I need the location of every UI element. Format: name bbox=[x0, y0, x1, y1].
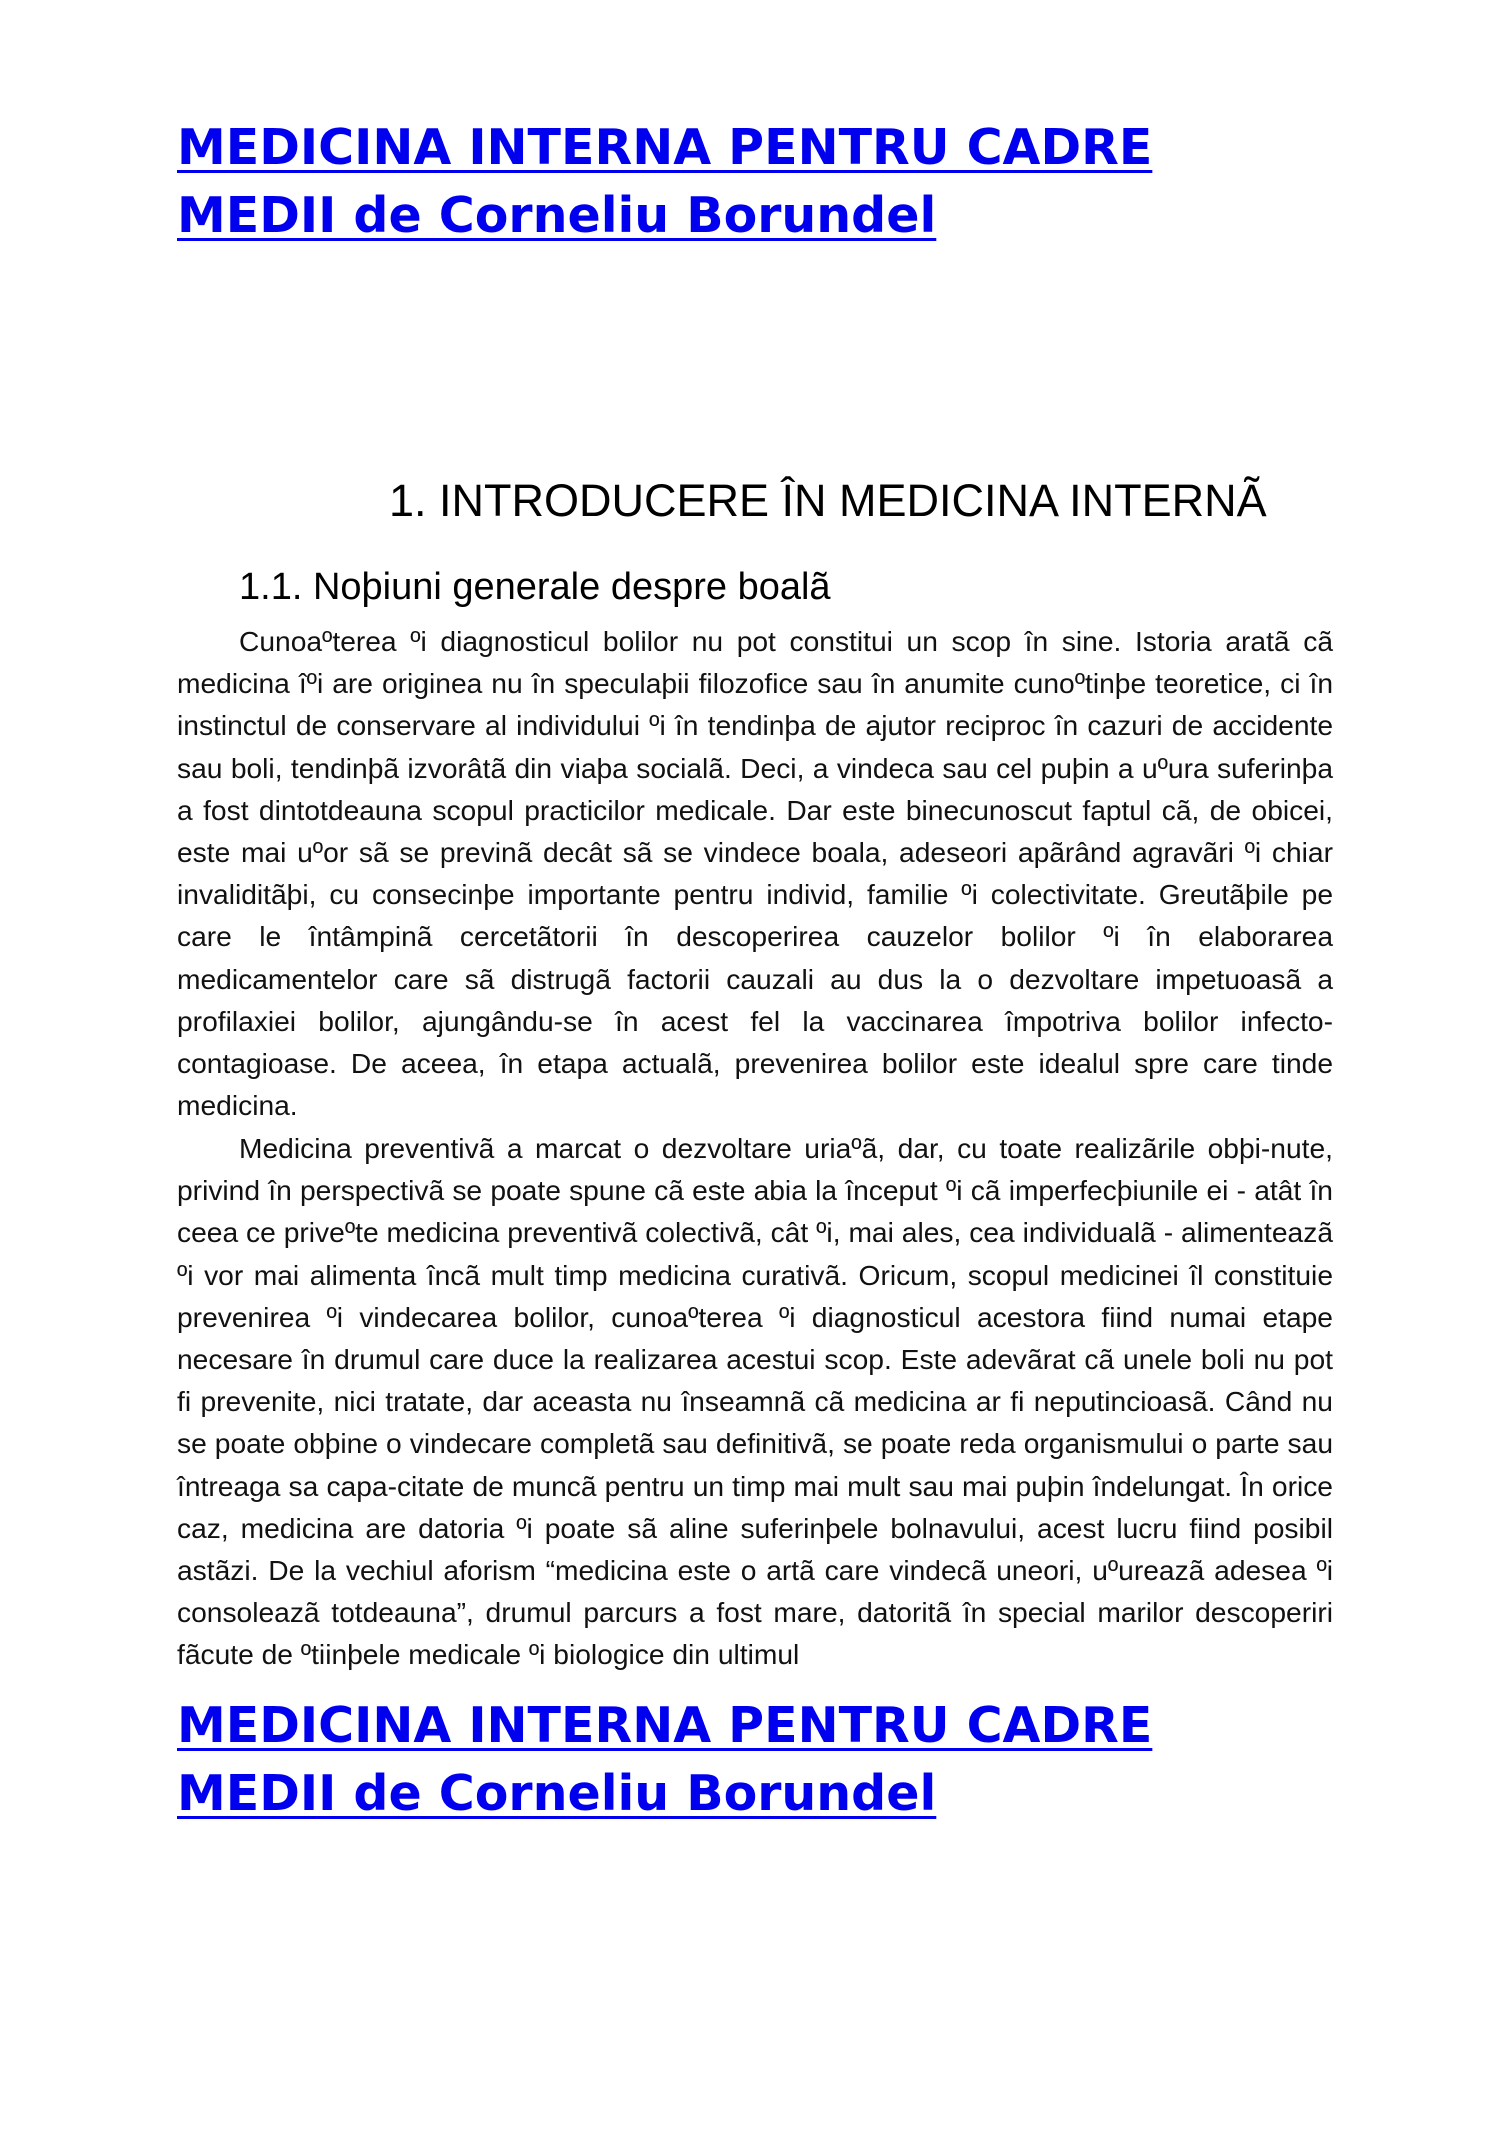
body-paragraph-2: Medicina preventivã a marcat o dezvoltare uriaºã, dar, cu toate realizãrile obþi-nute, privind în perspectivã se poate spune cã este abia la început ºi cã imperfecþiunile ei - atât în ceea ce priveºte medicina preventivã colectivã, cât ºi, mai ales, cea individualã - alimenteazã ºi vor mai alimenta încã mult timp medicina curativã. Oricum, scopul medicinei îl constituie prevenirea ºi vindecarea bolilor, cunoaºterea ºi diagnosticul acestora fiind numai etape necesare în drumul care duce la realizarea acestui scop. Este adevãrat cã unele boli nu pot fi prevenite, nici tratate, dar aceasta nu înseamnã cã medicina ar fi neputincioasã. Când nu se poate obþine o vindecare completã sau definitivã, se poate reda organismului o parte sau întreaga sa capa-citate de muncã pentru un timp mai mult sau mai puþin îndelungat. În orice caz, medicina are datoria ºi poate sã aline suferinþele bolnavului, acest lucru fiind posibil astãzi. De la vechiul aforism “medicina este o artã care vindecã uneori, uºureazã adesea ºi consoleazã totdeauna”, drumul parcurs a fost mare, datoritã în special marilor descoperiri fãcute de ºtiinþele medicale ºi biologice din ultimul bbox=[177, 1132, 1333, 1671]
chapter-heading: 1. INTRODUCERE ÎN MEDICINA INTERNÃ bbox=[389, 475, 1267, 526]
section-heading: 1.1. Noþiuni generale despre boalã bbox=[239, 566, 831, 608]
body-paragraph-1: Cunoaºterea ºi diagnosticul bolilor nu pot constitui un scop în sine. Istoria aratã cã medicina îºi are originea nu în speculaþii filozofice sau în anumite cunoºtinþe teoretice, ci în instinctul de conservare al individului ºi în tendinþa de ajutor reciproc în cazuri de accidente sau boli, tendinþã izvorâtã din viaþa socialã. Deci, a vindeca sau cel puþin a uºura suferinþa a fost dintotdeauna scopul practicilor medicale. Dar este binecunoscut faptul cã, de obicei, este mai uºor sã se previnã decât sã se vindece boala, adeseori apãrând agravãri ºi chiar invaliditãþi, cu consecinþe importante pentru individ, familie ºi colectivitate. Greutãþile pe care le întâmpinã cercetãtorii în descoperirea cauzelor bolilor ºi în elaborarea medicamentelor care sã distrugã factorii cauzali au dus la o dezvoltare impetuoasã a profilaxiei bolilor, ajungându-se în acest fel la vaccinarea împotriva bolilor infecto-contagioase. De aceea, în etapa actualã, prevenirea bolilor este idealul spre care tinde medicina. bbox=[177, 625, 1333, 1122]
title-link-top[interactable] bbox=[177, 114, 1152, 250]
title-link-line2: MEDII de Corneliu Borundel bbox=[177, 1765, 937, 1822]
title-link-line1: MEDICINA INTERNA PENTRU CADRE bbox=[177, 119, 1153, 176]
title-link-line2: MEDII de Corneliu Borundel bbox=[177, 187, 937, 244]
title-link-line1: MEDICINA INTERNA PENTRU CADRE bbox=[177, 1697, 1153, 1754]
title-link-bottom[interactable] bbox=[177, 1692, 1152, 1828]
